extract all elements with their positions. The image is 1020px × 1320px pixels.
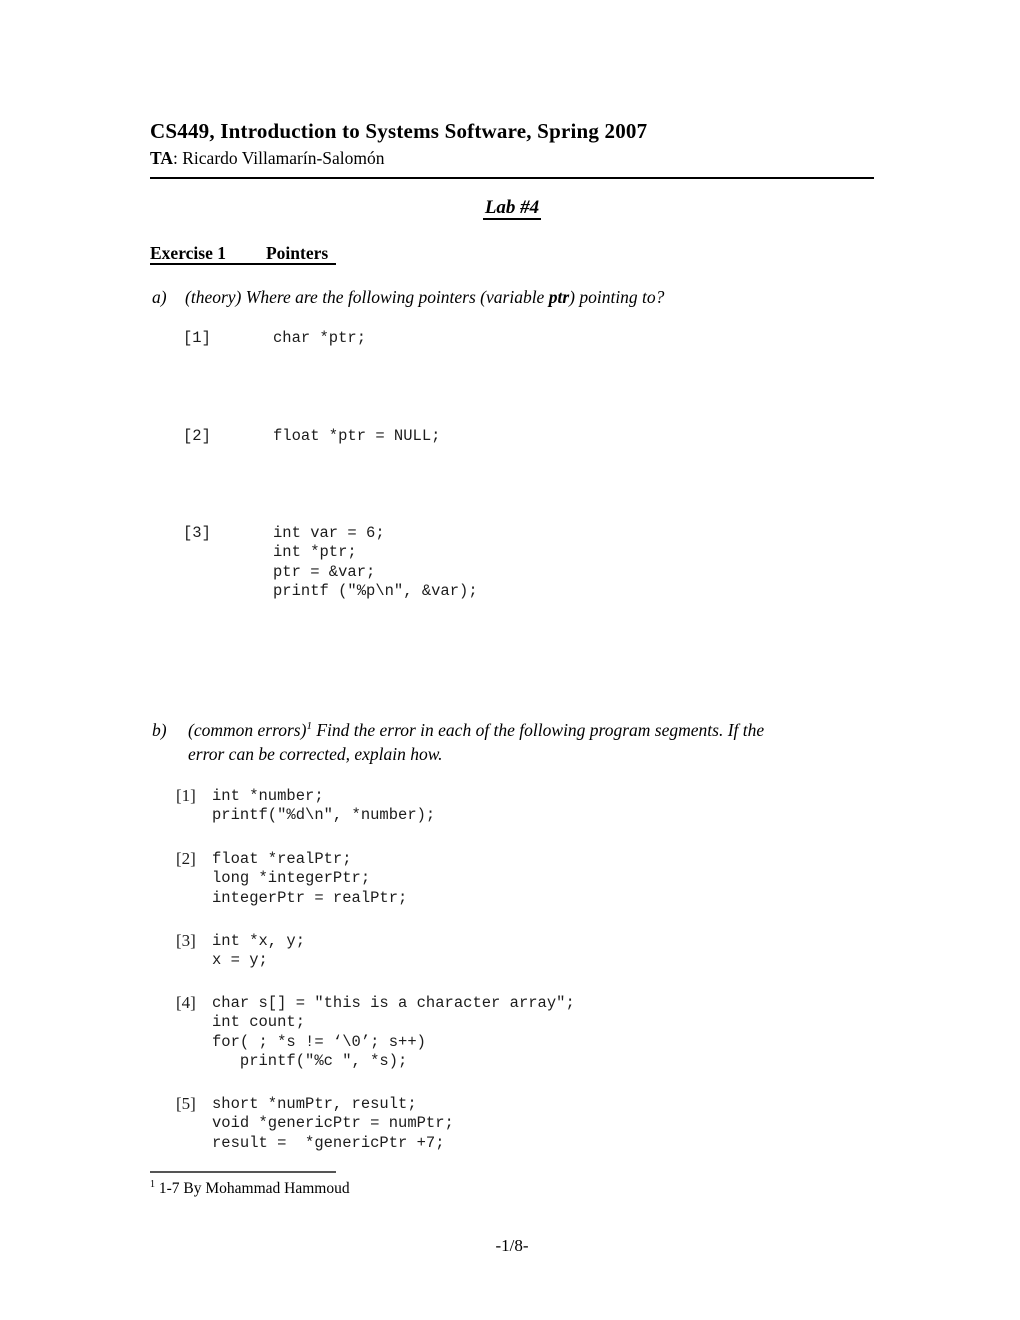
footnote — [150, 1179, 874, 1198]
footnote-divider — [150, 1171, 336, 1173]
code-line: int *x, y; — [212, 932, 306, 950]
ta-line — [150, 148, 874, 169]
lab-title: Lab #4 — [484, 197, 540, 218]
code-line: char s[] = "this is a character array"; — [212, 994, 575, 1012]
code-snippet-a1 — [150, 329, 997, 348]
code-line: integerPtr = realPtr; — [212, 888, 408, 907]
page-number: -1/8- — [495, 1236, 529, 1255]
code-line: float *realPtr; — [212, 850, 352, 868]
exercise-number: Exercise 1 — [150, 243, 226, 263]
section-a-text-bold: ptr — [548, 287, 570, 307]
section-b-text-line1: Find the error in each of the following program segments. If the — [311, 720, 765, 740]
code-line: result = *genericPtr +7; — [212, 1133, 445, 1152]
snippet-b3-label: [3] — [176, 931, 196, 950]
section-a-text-prefix: (theory) Where are the following pointers (variable — [185, 287, 549, 307]
code-line: char *ptr; — [273, 329, 367, 347]
exercise-heading — [150, 243, 874, 265]
footnote-marker: 1 — [150, 1179, 155, 1190]
ta-name: : Ricardo Villamarín-Salomón — [173, 148, 385, 168]
snippet-b1-label: [1] — [176, 786, 196, 805]
footnote-reference: 1 — [306, 720, 312, 733]
code-line: x = y; — [212, 951, 268, 970]
code-snippet-a3 — [150, 524, 997, 602]
code-snippet-b5 — [150, 1095, 936, 1153]
section-b-intro — [150, 718, 912, 766]
code-snippet-b1 — [150, 787, 936, 826]
section-a-intro — [150, 285, 909, 309]
code-line: int *ptr; — [273, 543, 357, 562]
code-line: printf("%c ", *s); — [212, 1052, 408, 1071]
code-snippet-a2 — [150, 427, 997, 446]
section-b-marker: b) — [152, 720, 167, 740]
code-line: float *ptr = NULL; — [273, 427, 441, 445]
code-line: long *integerPtr; — [212, 869, 371, 888]
snippet-a1-label: [1] — [183, 329, 211, 347]
code-snippet-b4 — [150, 994, 936, 1072]
code-line: short *numPtr, result; — [212, 1095, 417, 1113]
exercise-underline — [150, 243, 336, 265]
lab-title-wrap — [150, 197, 874, 219]
code-snippet-b2 — [150, 850, 936, 908]
section-b-text-line2: error can be corrected, explain how. — [188, 744, 443, 764]
snippet-b2-label: [2] — [176, 849, 196, 868]
code-line: for( ; *s != ‘\0’; s++) — [212, 1032, 426, 1051]
code-line: int *number; — [212, 787, 324, 805]
code-line: int var = 6; — [273, 524, 385, 542]
code-snippet-b3 — [150, 932, 936, 971]
code-line: printf ("%p\n", &var); — [273, 582, 478, 601]
code-line: ptr = &var; — [273, 562, 376, 581]
snippet-a2-label: [2] — [183, 427, 211, 445]
section-a-text-suffix: ) pointing to? — [569, 287, 665, 307]
header-divider — [150, 177, 874, 179]
snippet-a3-label: [3] — [183, 524, 211, 542]
snippet-b4-label: [4] — [176, 993, 196, 1012]
section-b-text-prefix: (common errors) — [188, 720, 307, 740]
code-line: printf("%d\n", *number); — [212, 806, 436, 825]
section-a-marker: a) — [152, 287, 167, 307]
footnote-text: 1-7 By Mohammad Hammoud — [155, 1180, 350, 1198]
exercise-title: Pointers — [265, 243, 329, 263]
code-line: int count; — [212, 1013, 306, 1032]
snippet-b5-label: [5] — [176, 1094, 196, 1113]
course-title: CS449, Introduction to Systems Software, Spring 2007 — [150, 119, 648, 143]
ta-label: TA — [150, 148, 174, 168]
code-line: void *genericPtr = numPtr; — [212, 1114, 454, 1133]
